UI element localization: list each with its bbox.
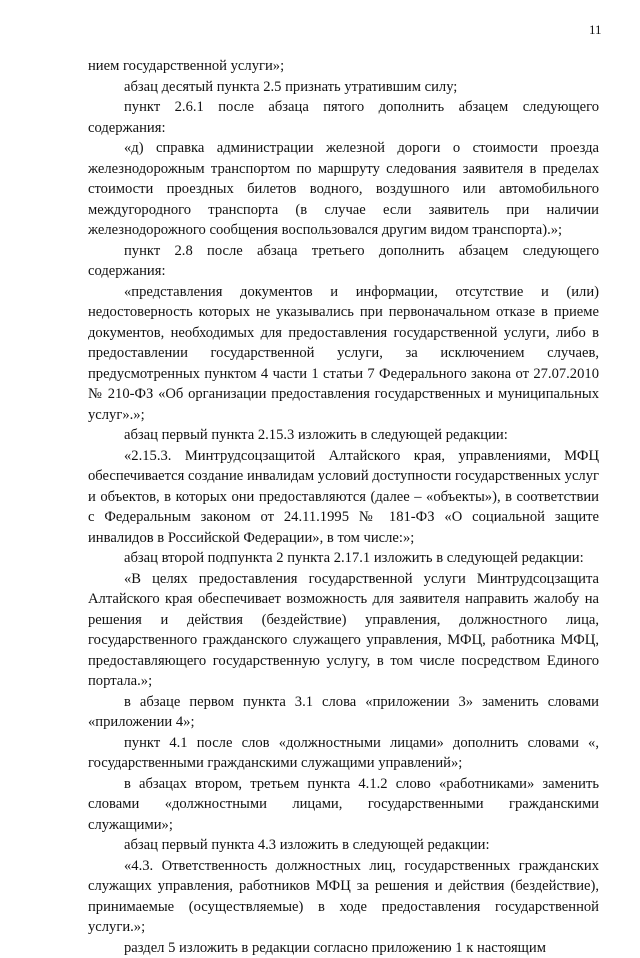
paragraph: абзац первый пункта 2.15.3 изложить в следующей редакции: [88, 425, 599, 446]
page-number: 11 [589, 22, 602, 38]
paragraph: «представления документов и информации, отсутствие и (или) недостоверность которых не указывались при первоначальном отказе в приеме документов, необходимых для предоставления государственной услуги, либо в предоставлении государственной услуги, за исключением случаев, предусмотренных пунктом 4 части 1 статьи 7 Федерального закона от 27.07.2010 № 210-ФЗ «Об организации предоставления государственных и муниципальных услуг».»; [88, 282, 599, 426]
paragraph: «4.3. Ответственность должностных лиц, государственных гражданских служащих управления, работников МФЦ за решения и действия (бездействие), принимаемые (осуществляемые) в ходе предоставления государственной услуги.»; [88, 856, 599, 938]
paragraph: абзац второй подпункта 2 пункта 2.17.1 изложить в следующей редакции: [88, 548, 599, 569]
paragraph: пункт 2.8 после абзаца третьего дополнить абзацем следующего содержания: [88, 241, 599, 282]
paragraph: «д) справка администрации железной дороги о стоимости проезда железнодорожным транспортом по маршруту следования заявителя в пределах стоимости проездных билетов водного, воздушного или автомобильного междугородного транспорта (в случае если заявитель при наличии железнодорожного сообщения воспользовался другим видом транспорта).»; [88, 138, 599, 241]
paragraph: абзац первый пункта 4.3 изложить в следующей редакции: [88, 835, 599, 856]
paragraph: абзац десятый пункта 2.5 признать утратившим силу; [88, 77, 599, 98]
paragraph: «2.15.3. Минтрудсоцзащитой Алтайского края, управлениями, МФЦ обеспечивается создание инвалидам условий доступности государственных услуг и объектов, в которых они предоставляются (далее – «объекты»), в соответствии с Федеральным законом от 24.11.1995 № 181-ФЗ «О социальной защите инвалидов в Российской Федерации», в том числе:»; [88, 446, 599, 549]
paragraph: в абзацах втором, третьем пункта 4.1.2 слово «работниками» заменить словами «должностными лицами, государственными гражданскими служащими»; [88, 774, 599, 836]
paragraph: в абзаце первом пункта 3.1 слова «приложении 3» заменить словами «приложении 4»; [88, 692, 599, 733]
paragraph: нием государственной услуги»; [88, 56, 599, 77]
paragraph: пункт 4.1 после слов «должностными лицами» дополнить словами «, государственными гражданскими служащими управлений»; [88, 733, 599, 774]
paragraph: «В целях предоставления государственной услуги Минтрудсоцзащита Алтайского края обеспечивает возможность для заявителя направить жалобу на решения и действия (бездействие) управления, должностного лица, государственного гражданского служащего управления, МФЦ, работника МФЦ, предоставляющего государственную услугу, в том числе посредством Единого портала.»; [88, 569, 599, 692]
paragraph: пункт 2.6.1 после абзаца пятого дополнить абзацем следующего содержания: [88, 97, 599, 138]
paragraph: раздел 5 изложить в редакции согласно приложению 1 к настоящим [88, 938, 599, 958]
document-body [88, 56, 599, 958]
